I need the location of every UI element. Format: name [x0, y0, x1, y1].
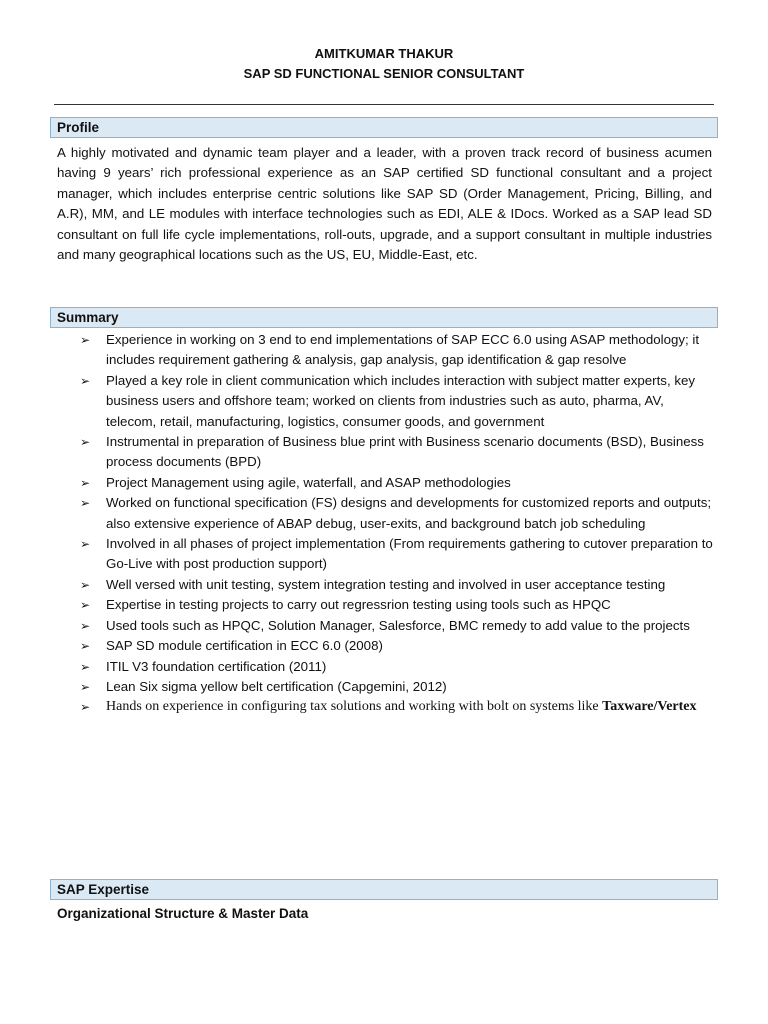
arrow-bullet-icon: ➢ [80, 496, 91, 511]
list-item: ➢ Used tools such as HPQC, Solution Manager, Salesforce, BMC remedy to add value to the projects [80, 616, 715, 636]
arrow-bullet-icon: ➢ [80, 598, 91, 613]
sap-expertise-section-heading: SAP Expertise [50, 879, 718, 900]
arrow-bullet-icon: ➢ [80, 679, 91, 694]
list-item: ➢ ITIL V3 foundation certification (2011) [80, 657, 715, 677]
list-item: ➢ Involved in all phases of project implementation (From requirements gathering to cutover preparation to Go-Live with post production support) [80, 536, 713, 572]
summary-section-heading: Summary [50, 307, 718, 328]
arrow-bullet-icon: ➢ [80, 618, 91, 633]
arrow-bullet-icon: ➢ [80, 577, 91, 592]
summary-list [80, 330, 715, 716]
profile-text: A highly motivated and dynamic team player and a leader, with a proven track record of business acumen having 9 years’ rich professional experience as an SAP certified SD functional consultant and a project manager, which includes enterprise centric solutions like SAP SD (Order Management, Pricing, Billing, and A.R), MM, and LE modules with interface technologies such as EDI, ALE & IDocs. Worked as a SAP lead SD consultant on full life cycle implementations, roll-outs, upgrade, and a support consultant in multiple industries and many geographical locations such as the US, EU, Middle-East, etc. [57, 145, 712, 263]
list-item: ➢ Instrumental in preparation of Business blue print with Business scenario documents (BSD), Business process documents (BPD) [80, 434, 704, 470]
list-item: ➢ Hands on experience in configuring tax solutions and working with bolt on systems like Taxware/Vertex [80, 697, 715, 716]
arrow-bullet-icon: ➢ [80, 373, 91, 388]
profile-section-heading: Profile [50, 117, 718, 138]
list-item: ➢ Experience in working on 3 end to end implementations of SAP ECC 6.0 using ASAP methodology; it includes requirement gathering & analysis, gap analysis, gap identification & gap resolve [80, 332, 700, 368]
arrow-bullet-icon: ➢ [80, 659, 91, 674]
list-item: ➢ Lean Six sigma yellow belt certification (Capgemini, 2012) [80, 677, 715, 697]
arrow-bullet-icon: ➢ [80, 333, 91, 347]
resume-header [0, 44, 768, 84]
arrow-bullet-icon: ➢ [80, 700, 91, 715]
list-item: ➢ SAP SD module certification in ECC 6.0 (2008) [80, 636, 715, 656]
header-divider [54, 104, 714, 105]
arrow-bullet-icon: ➢ [80, 435, 91, 450]
tax-tools-bold: Taxware/Vertex [602, 699, 697, 715]
candidate-name: AMITKUMAR THAKUR [314, 46, 454, 61]
list-item: ➢ Well versed with unit testing, system integration testing and involved in user acceptance testing [80, 575, 715, 595]
arrow-bullet-icon: ➢ [80, 475, 91, 490]
arrow-bullet-icon: ➢ [80, 639, 91, 654]
candidate-title: SAP SD FUNCTIONAL SENIOR CONSULTANT [243, 66, 525, 81]
list-item: ➢ Worked on functional specification (FS) designs and developments for customized reports and outputs; also extensive experience of ABAP debug, user-exits, and background batch job scheduling [80, 495, 712, 531]
list-item: ➢ Project Management using agile, waterfall, and ASAP methodologies [80, 473, 715, 493]
list-item: ➢ Expertise in testing projects to carry out regressrion testing using tools such as HPQC [80, 595, 715, 615]
arrow-bullet-icon: ➢ [80, 537, 91, 552]
sap-expertise-subheading: Organizational Structure & Master Data [57, 906, 309, 921]
list-item: ➢ Played a key role in client communication which includes interaction with subject matter experts, key business users and offshore team; worked on clients from industries such as auto, pharma, AV, telecom, retail, manufacturing, logistics, consumer goods, and government [80, 372, 696, 429]
